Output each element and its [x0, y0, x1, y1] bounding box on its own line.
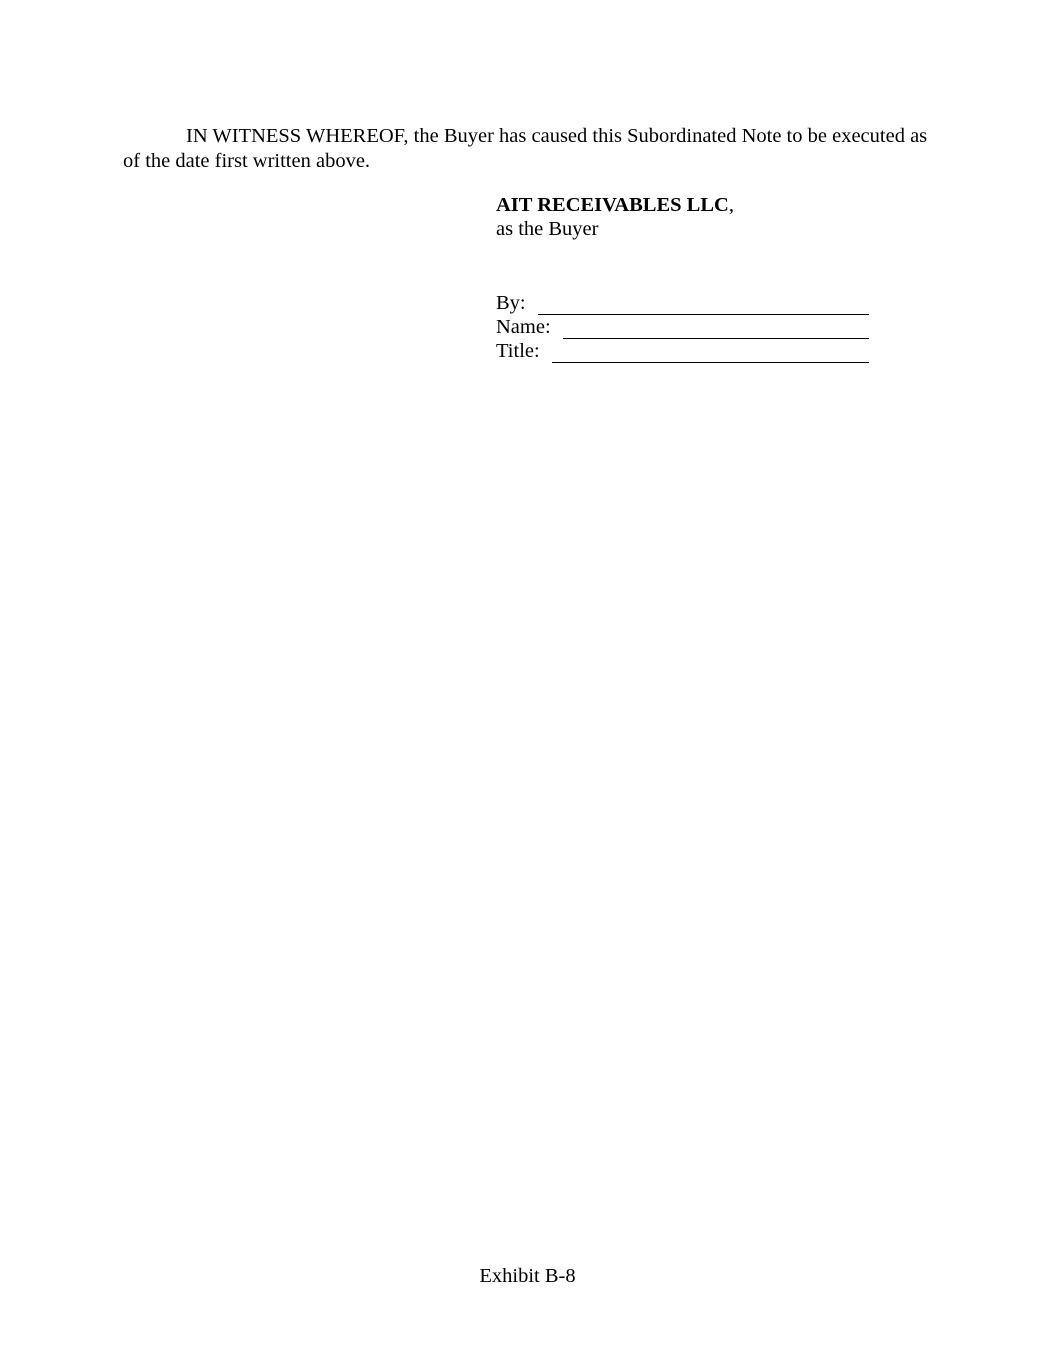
- signer-capacity: as the Buyer: [496, 218, 599, 240]
- by-row: [496, 291, 876, 315]
- name-row: [496, 315, 876, 339]
- name-signature-line: [563, 319, 869, 339]
- by-signature-line: [538, 295, 869, 315]
- entity-name: AIT RECEIVABLES LLC: [496, 194, 729, 216]
- page-footer: Exhibit B-8: [479, 1265, 576, 1287]
- name-label: Name:: [496, 316, 551, 338]
- title-label: Title:: [496, 340, 540, 362]
- witness-paragraph: IN WITNESS WHEREOF, the Buyer has caused this Subordinated Note to be executed as of the date first written above.: [123, 125, 928, 172]
- title-row: [496, 339, 876, 363]
- by-label: By:: [496, 292, 526, 314]
- title-signature-line: [552, 343, 869, 363]
- entity-line: [496, 193, 876, 217]
- signature-block: [496, 193, 876, 241]
- signature-lines: [496, 291, 876, 363]
- entity-suffix: ,: [728, 194, 734, 216]
